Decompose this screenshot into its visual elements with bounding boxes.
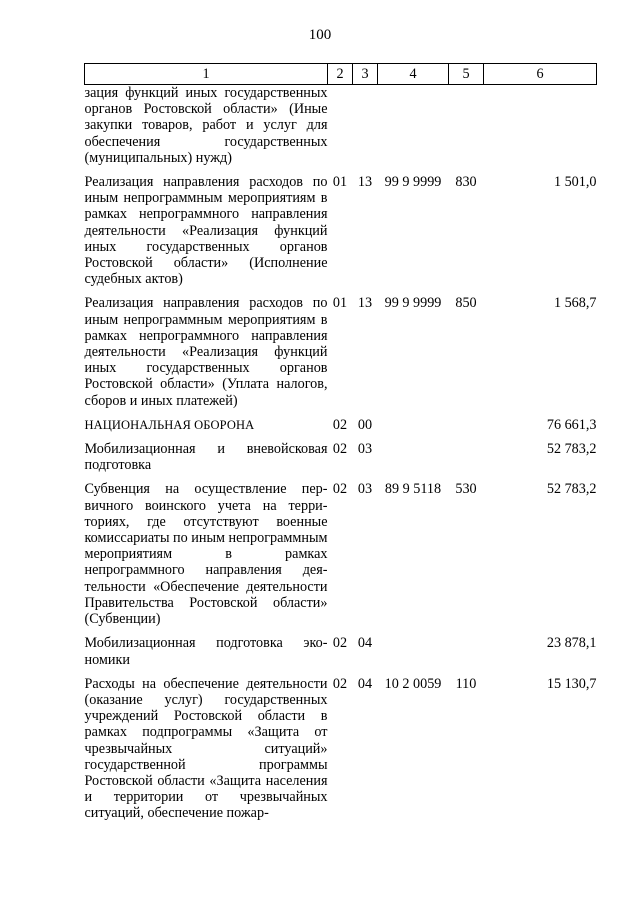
row-amount: 23 878,1 (546, 635, 597, 652)
row-description: Субвенция на осуществление первичного воинского учета на территориях, где отсутствуют военные комиссариаты по иным непрограммным мероприятиям в рамках непрограммного направления деятельности «Обеспечение деятельности Правительства Ростовской области» (Субвенции) (84, 481, 328, 628)
row-section: 02 (332, 416, 348, 433)
table-row (85, 295, 597, 408)
column-header-section: 2 (328, 64, 353, 85)
row-description: Мобилизационная и вневойсковая подготовка (84, 441, 328, 474)
row-amount: 52 783,2 (546, 481, 597, 498)
table-row (85, 676, 597, 822)
row-description: Реализация направления расходов по иным непрограммным мероприятиям в рамках непрограммного направления деятельности «Реализация функций иных государственных органов Ростовской области» (Исполнение судебных актов) (84, 174, 328, 288)
row-target: 10 2 0059 (384, 675, 442, 692)
row-gap (85, 433, 597, 441)
row-gap (85, 473, 597, 481)
row-gap (85, 627, 597, 635)
row-target: 99 9 9999 (384, 295, 442, 312)
row-type (449, 635, 484, 667)
row-subsection: 13 (357, 174, 373, 191)
table-row (85, 481, 597, 627)
row-type (449, 417, 484, 433)
row-target (378, 417, 449, 433)
row-gap (85, 166, 597, 174)
row-subsection: 04 (357, 635, 373, 652)
column-header-target: 4 (378, 64, 449, 85)
row-gap (85, 668, 597, 676)
row-type: 850 (455, 295, 477, 312)
row-amount: 1 568,7 (553, 295, 597, 312)
row-gap (85, 409, 597, 417)
column-header-name: 1 (85, 64, 328, 85)
row-type (449, 85, 484, 167)
row-description: Реализация направления расходов по иным непрограммным мероприятиям в рамках непрограммного направления деятельности «Реализация функций иных государственных органов Ростовской области» (Уплата налогов, сборов и иных платежей) (84, 295, 328, 409)
table-row (85, 635, 597, 667)
row-description: НАЦИОНАЛЬНАЯ ОБОРОНА (84, 417, 255, 432)
table-row (85, 174, 597, 287)
row-target (378, 635, 449, 667)
row-type: 830 (455, 174, 477, 191)
row-section: 02 (332, 441, 348, 458)
row-target (378, 441, 449, 473)
row-subsection: 03 (357, 441, 373, 458)
row-section: 02 (332, 481, 348, 498)
row-type: 110 (455, 675, 477, 692)
row-description: зация функций иных государственных органов Ростовской области» (Иные закупки товаров, работ и услуг для обеспечения государственных (муниципальных) нужд) (84, 85, 328, 166)
row-target: 99 9 9999 (384, 174, 442, 191)
row-section: 01 (332, 295, 348, 312)
row-amount (484, 85, 597, 167)
row-section: 02 (332, 675, 348, 692)
row-section: 02 (332, 635, 348, 652)
row-type: 530 (455, 481, 477, 498)
budget-table (84, 63, 597, 822)
table-header-row (85, 64, 597, 85)
row-amount: 15 130,7 (546, 675, 597, 692)
page-number: 100 (308, 27, 332, 43)
row-target: 89 9 5118 (384, 481, 442, 498)
column-header-type: 5 (449, 64, 484, 85)
row-description: Расходы на обеспечение деятельности (оказание услуг) государственных учреждений Ростовской области в рамках подпрограммы «Защита от чрезвычайных ситуаций» государственной программы Ростовской области «Защита населения и территории от чрезвычайных ситуаций, обеспечение пожар- (84, 675, 328, 822)
table-row (85, 441, 597, 473)
row-subsection: 04 (357, 675, 373, 692)
row-subsection (353, 85, 378, 167)
row-description: Мобилизационная подготовка экономики (84, 635, 328, 668)
row-gap (85, 287, 597, 295)
column-header-subsection: 3 (353, 64, 378, 85)
row-type (449, 441, 484, 473)
row-section: 01 (332, 174, 348, 191)
row-amount: 52 783,2 (546, 441, 597, 458)
row-subsection: 13 (357, 295, 373, 312)
row-amount: 1 501,0 (553, 174, 597, 191)
table-row (85, 85, 597, 167)
row-target (378, 85, 449, 167)
row-subsection: 03 (357, 481, 373, 498)
row-amount: 76 661,3 (546, 416, 597, 433)
table-row (85, 417, 597, 433)
row-section (328, 85, 353, 167)
column-header-amount: 6 (484, 64, 597, 85)
row-subsection: 00 (357, 416, 373, 433)
